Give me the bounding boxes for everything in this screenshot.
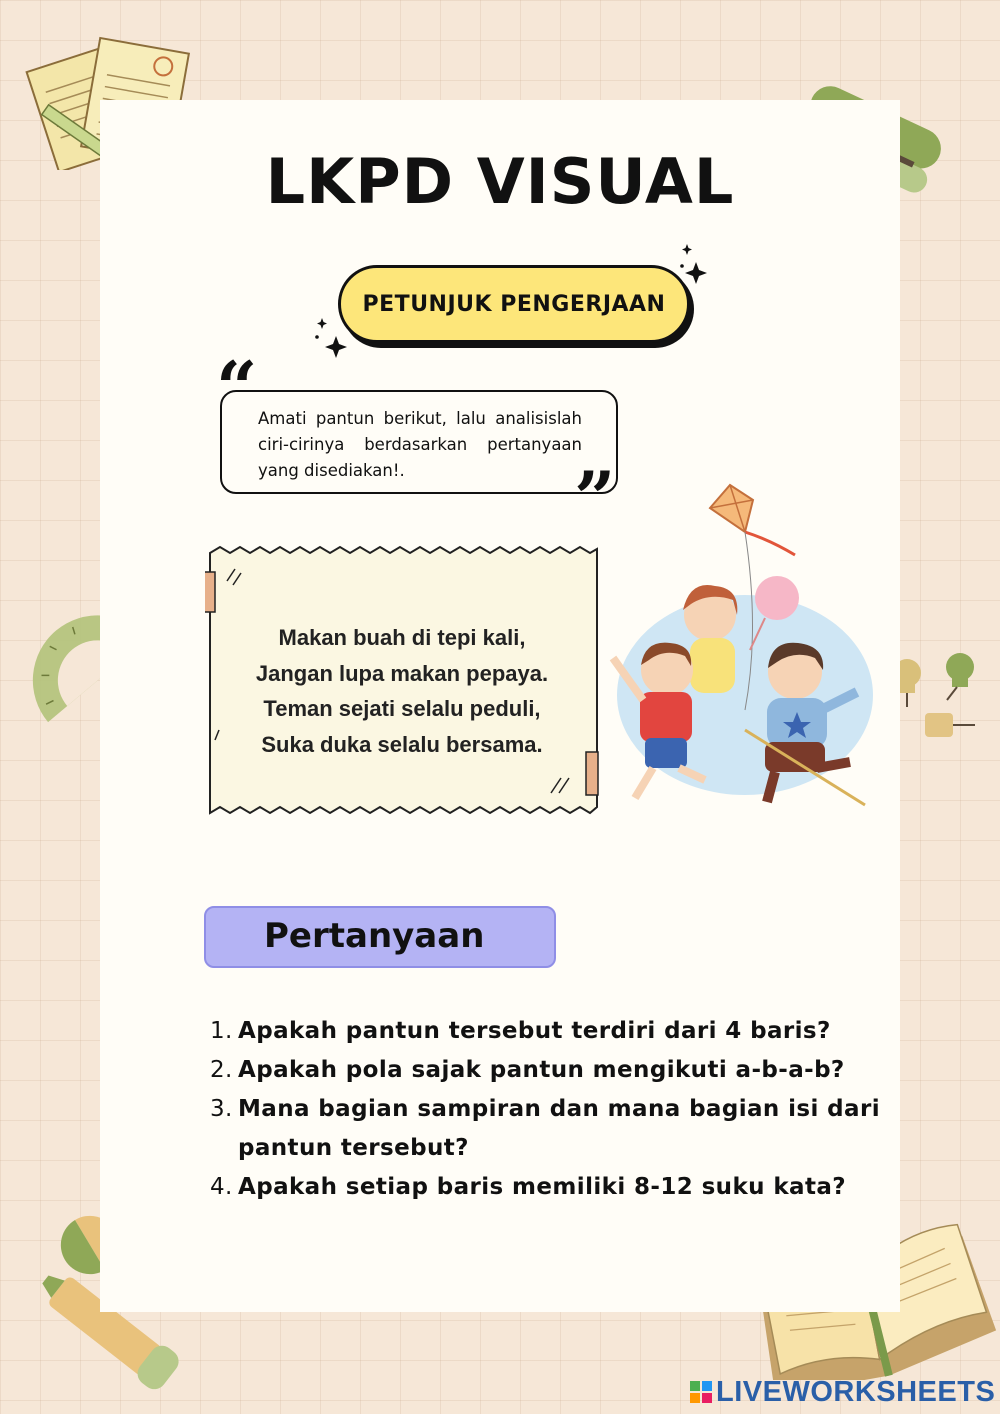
children-playing-illustration [595, 480, 880, 820]
pantun-text [212, 620, 592, 762]
questions-list [210, 1012, 890, 1207]
instructions-text: Amati pantun berikut, lalu analisislah ciri-cirinya berdasarkan pertanyaan yang disediakan!. [258, 409, 582, 480]
close-quote-icon: ” [574, 455, 616, 540]
instructions-box [220, 390, 618, 494]
question-text: Apakah setiap baris memiliki 8-12 suku kata? [238, 1174, 846, 1200]
question-item [210, 1090, 890, 1168]
question-number: 2. [210, 1057, 233, 1083]
pantun-line: Teman sejati selalu peduli, [263, 696, 541, 721]
questions-heading: Pertanyaan [264, 916, 485, 956]
question-number: 3. [210, 1096, 233, 1122]
question-item [210, 1168, 890, 1207]
question-number: 1. [210, 1018, 233, 1044]
questions-heading-box [204, 906, 556, 968]
pantun-line: Suka duka selalu bersama. [261, 731, 543, 757]
question-item [210, 1012, 890, 1051]
question-number: 4. [210, 1174, 233, 1200]
question-text: Apakah pola sajak pantun mengikuti a-b-a-b? [238, 1057, 845, 1083]
liveworksheets-logo-icon [690, 1381, 712, 1403]
open-quote-icon: “ [216, 345, 258, 430]
liveworksheets-logo[interactable] [690, 1376, 995, 1408]
pushpins-illustration [885, 645, 995, 745]
question-text: Apakah pantun tersebut terdiri dari 4 baris? [238, 1018, 831, 1044]
question-text: Mana bagian sampiran dan mana bagian isi dari pantun tersebut? [238, 1096, 880, 1161]
instructions-heading: PETUNJUK PENGERJAAN [338, 265, 690, 343]
pantun-line: Makan buah di tepi kali, [278, 625, 526, 650]
liveworksheets-logo-text: LIVEWORKSHEETS [716, 1375, 996, 1408]
question-item [210, 1051, 890, 1090]
page-title: LKPD VISUAL [265, 145, 735, 218]
pantun-line: Jangan lupa makan pepaya. [255, 660, 549, 686]
